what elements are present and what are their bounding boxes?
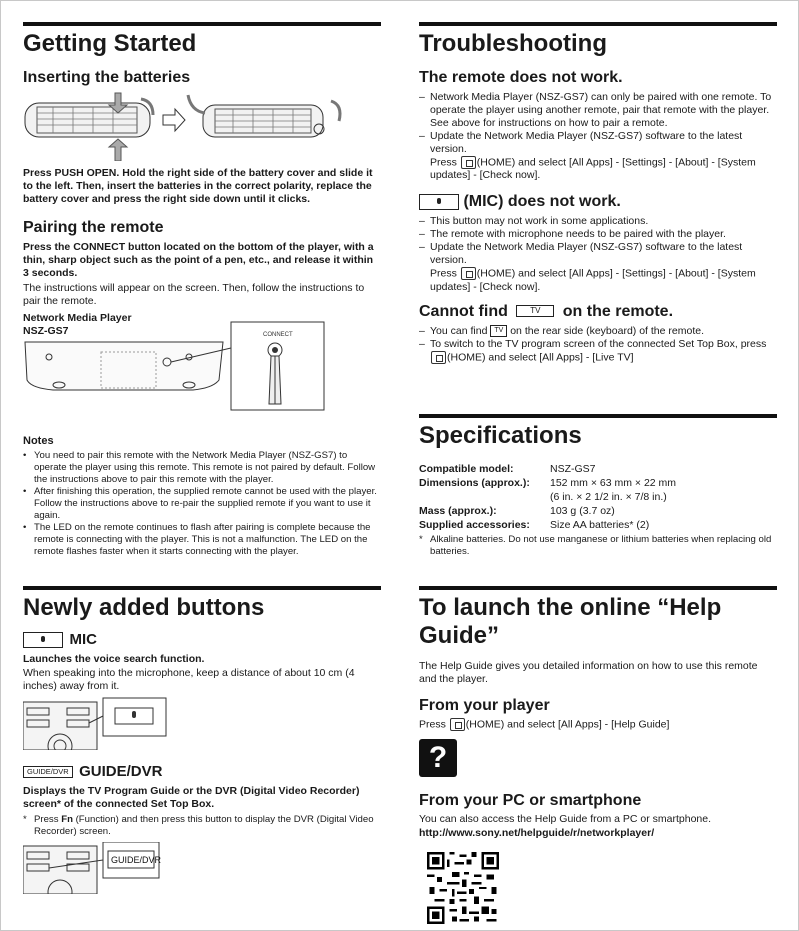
tv-item-text: (HOME) and select [All Apps] - [Live TV] <box>447 350 634 363</box>
help-guide-title-1: To launch the online “Help <box>419 594 722 621</box>
newly-added-title: Newly added buttons <box>23 594 265 621</box>
specifications-title: Specifications <box>419 422 582 449</box>
mic-issue-item: – The remote with microphone needs to be paired with the player. <box>419 228 777 241</box>
player-illustration <box>23 312 381 422</box>
section-rule <box>419 22 777 26</box>
help-guide-title-2: Guide” <box>419 622 500 649</box>
guide-description: Displays the TV Program Guide or the DVR (Digital Video Recorder) screen* of the connected Set Top Box. <box>23 785 360 810</box>
specifications-section <box>419 414 777 558</box>
tv-item-text: You can find <box>430 324 488 337</box>
on-remote-label: on the remote. <box>562 302 674 320</box>
tv-key-icon: TV <box>490 325 507 337</box>
battery-illustration <box>23 91 381 161</box>
spec-footnote-text: Alkaline batteries. Do not use manganese or lithium batteries when replacing old batteries. <box>430 534 772 557</box>
help-app-icon: ? <box>419 739 457 777</box>
pairing-title: Pairing the remote <box>23 219 164 236</box>
spec-footnote: * Alkaline batteries. Do not use manganese or lithium batteries when replacing old batteries. <box>419 534 772 557</box>
remote-issue-item <box>419 130 777 182</box>
spec-value: Size AA batteries* (2) <box>550 519 650 531</box>
help-guide-section <box>419 586 777 924</box>
section-rule <box>23 586 381 590</box>
player-label-model: NSZ-GS7 <box>23 325 69 337</box>
mic-issue-list <box>419 215 777 293</box>
troubleshooting-title: Troubleshooting <box>419 30 607 57</box>
player-drawing <box>23 312 381 422</box>
guide-callout-label: GUIDE/DVR <box>111 855 162 865</box>
from-player-title: From your player <box>419 697 550 714</box>
tv-issue-item <box>419 338 777 364</box>
spec-key <box>419 490 550 504</box>
mic-issue-heading <box>419 192 777 212</box>
section-rule <box>23 22 381 26</box>
remote-not-work-list <box>419 91 777 182</box>
section-rule <box>419 586 777 590</box>
tv-key-icon: TV <box>516 305 554 317</box>
spec-value: NSZ-GS7 <box>550 463 596 475</box>
from-player-text <box>419 718 777 731</box>
specifications-table <box>419 462 676 532</box>
newly-added-section <box>23 586 381 894</box>
section-rule <box>419 414 777 418</box>
pairing-note: The instructions will appear on the screen. Then, follow the instructions to pair the remote. <box>23 282 365 307</box>
cannot-find-label: Cannot find <box>419 302 508 320</box>
spec-key: Dimensions (approx.): <box>419 477 530 489</box>
player-path: (HOME) and select [All Apps] - [Help Guide] <box>465 718 670 731</box>
press-label: Press <box>419 718 446 731</box>
remote-issue-text: Update the Network Media Player (NSZ-GS7) software to the latest version. <box>430 130 743 155</box>
connect-label: CONNECT <box>263 332 293 338</box>
tv-issue-item <box>419 325 777 338</box>
mic-issue-title: (MIC) does not work. <box>463 193 621 211</box>
spec-row <box>419 462 676 476</box>
guide-label: GUIDE/DVR <box>79 763 163 780</box>
note-item: • After finishing this operation, the supplied remote cannot be used with the player. Follow the instructions above to re-pair the supplied remote if you want to use it again. <box>23 486 381 522</box>
guide-heading <box>23 762 381 782</box>
guide-note-press: Press <box>34 814 59 825</box>
remote-issue-item: – Network Media Player (NSZ-GS7) can only be paired with one remote. To operate the player using another remote, pair that remote with the player. See above for instructions on how to pair a remote. <box>419 91 777 130</box>
mic-key-icon <box>23 632 63 648</box>
remote-not-work-title: The remote does not work. <box>419 69 623 86</box>
mic-key-icon <box>419 194 459 210</box>
mic-heading <box>23 630 381 650</box>
pairing-instructions: Press the CONNECT button located on the bottom of the player, with a thin, sharp object such as the point of a pen, etc., and release it within 3 seconds. <box>23 241 374 279</box>
press-label: Press <box>430 267 457 280</box>
home-icon <box>461 267 476 280</box>
guide-note-rest: (Function) and then press this button to display the DVR (Digital Video Recorder) screen. <box>34 814 374 837</box>
inserting-instructions: Press PUSH OPEN. Hold the right side of the battery cover and slide it to the left. Then, insert the batteries in the correct polarity, replace the battery cover and press the right side down until it clicks. <box>23 167 373 205</box>
spec-value: (6 in. × 2 1/2 in. × 7/8 in.) <box>550 491 667 503</box>
mic-remote-illustration <box>23 696 173 750</box>
note-item: • The LED on the remote continues to flash after pairing is complete because the remote is connecting with the player. This is not a malfunction. The LED on the remote flashes faster when it starts connecting with the player. <box>23 522 381 558</box>
qr-code-icon <box>427 852 499 924</box>
spec-key: Mass (approx.): <box>419 505 497 517</box>
player-label-name: Network Media Player <box>23 312 132 324</box>
spec-value: 103 g (3.7 oz) <box>550 505 615 517</box>
home-path: (HOME) and select [All Apps] - [Settings] - [About] - [System updates] - [Check now]. <box>430 267 756 293</box>
spec-key: Supplied accessories: <box>419 519 530 531</box>
getting-started-section <box>23 22 381 558</box>
mic-description: Launches the voice search function. <box>23 653 205 665</box>
spec-value: 152 mm × 63 mm × 22 mm <box>550 477 677 489</box>
guide-note: * Press Fn (Function) and then press this button to display the DVR (Digital Video Recorder) screen. <box>23 814 374 837</box>
mic-detail: When speaking into the microphone, keep a distance of about 10 cm (4 inches) away from it. <box>23 667 355 692</box>
home-icon <box>461 156 476 169</box>
spec-row <box>419 490 676 504</box>
tv-issue-heading <box>419 302 777 322</box>
spec-row <box>419 518 676 532</box>
home-icon <box>450 718 465 731</box>
home-path: (HOME) and select [All Apps] - [Settings] - [About] - [System updates] - [Check now]. <box>430 156 756 182</box>
spec-row <box>419 476 676 490</box>
notes-title: Notes <box>23 435 54 447</box>
help-guide-intro: The Help Guide gives you detailed information on how to use this remote and the player. <box>419 660 758 685</box>
inserting-batteries-title: Inserting the batteries <box>23 69 191 86</box>
getting-started-title: Getting Started <box>23 30 197 57</box>
guide-key-icon: GUIDE/DVR <box>23 766 73 778</box>
tv-issue-list <box>419 325 777 364</box>
guide-note-fn: Fn <box>61 814 73 825</box>
press-label: Press <box>430 156 457 169</box>
spec-key: Compatible model: <box>419 463 514 475</box>
guide-remote-illustration <box>23 842 173 894</box>
mic-label: MIC <box>69 631 97 648</box>
help-guide-url[interactable]: http://www.sony.net/helpguide/r/networkplayer/ <box>419 827 655 840</box>
mic-issue-item: – This button may not work in some applications. <box>419 215 777 228</box>
home-icon <box>431 351 446 364</box>
mic-issue-item <box>419 241 777 293</box>
note-item: • You need to pair this remote with the Network Media Player (NSZ-GS7) to operate the player using this remote. This remote is not paired by default. Follow the instructions above to pair this remote with the player. <box>23 450 381 486</box>
from-pc-text: You can also access the Help Guide from a PC or smartphone. <box>419 813 712 826</box>
troubleshooting-section <box>419 22 777 364</box>
tv-item-text: on the rear side (keyboard) of the remote. <box>510 324 704 337</box>
tv-item-text: To switch to the TV program screen of the connected Set Top Box, press <box>430 337 767 350</box>
notes-list <box>23 450 381 558</box>
from-pc-title: From your PC or smartphone <box>419 792 642 810</box>
spec-row <box>419 504 676 518</box>
mic-issue-text: Update the Network Media Player (NSZ-GS7) software to the latest version. <box>430 241 743 267</box>
